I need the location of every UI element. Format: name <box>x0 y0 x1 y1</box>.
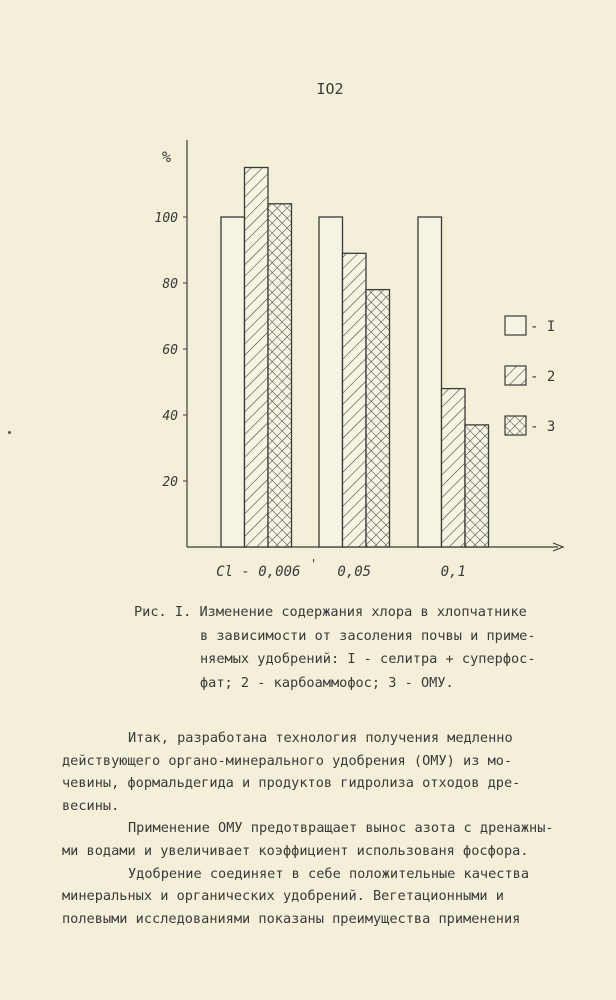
body-line: Применение ОМУ предотвращает вынос азота с дренажны- <box>128 820 554 837</box>
y-axis-label: % <box>162 148 172 166</box>
bar-series-3-2 <box>465 425 489 547</box>
bar-series-2-1 <box>343 253 367 547</box>
legend-swatch-2 <box>505 366 526 385</box>
bar-series-3-1 <box>366 290 390 547</box>
bar-series-I-2 <box>418 217 442 547</box>
legend-swatch-I <box>505 316 526 335</box>
body-line: Удобрение соединяет в себе положительные качества <box>128 865 530 882</box>
body-line: действующего органо-минерального удобрения (ОМУ) из мо- <box>62 752 513 769</box>
y-tick-label: 20 <box>162 475 178 490</box>
bar-series-2-2 <box>442 389 466 547</box>
bar-series-I-0 <box>221 217 245 547</box>
caption-line: фат; 2 - карбоаммофос; 3 - ОМУ. <box>200 674 454 691</box>
bar-series-3-0 <box>268 204 292 547</box>
bar-series-I-1 <box>319 217 343 547</box>
bar-series-2-0 <box>245 168 269 548</box>
y-tick-label: 40 <box>162 409 178 424</box>
x-tick-label: Cl - 0,006 <box>216 564 301 580</box>
body-line: весины. <box>62 797 120 814</box>
chart-legend <box>505 316 555 435</box>
y-tick-label: 100 <box>154 211 178 226</box>
body-line: Итак, разработана технология получения медленно <box>128 730 513 746</box>
legend-label-2: - 2 <box>530 369 556 385</box>
figure-caption <box>134 601 594 695</box>
x-tick-label: 0,05 <box>337 564 372 580</box>
caption-line: в зависимости от засоления почвы и приме- <box>200 627 536 644</box>
legend-label-I: - I <box>530 319 556 335</box>
body-line: минеральных и органических удобрений. Вегетационными и <box>62 888 504 905</box>
body-text <box>62 727 602 930</box>
caption-line: Рис. I. Изменение содержания хлора в хлопчатнике <box>134 604 527 620</box>
chart-bars <box>216 168 488 581</box>
y-tick-label: 60 <box>162 343 178 358</box>
legend-swatch-3 <box>505 416 526 435</box>
caption-line: няемых удобрений: I - селитра + суперфос- <box>200 651 536 667</box>
scan-speck <box>8 431 11 434</box>
body-line: полевыми исследованиями показаны преимущества применения <box>62 910 521 927</box>
x-tick-mark: ' <box>310 557 318 571</box>
y-tick-label: 80 <box>162 277 178 292</box>
body-line: ми водами и увеличивает коэффициент использованя фосфора. <box>62 842 529 859</box>
page-number: IO2 <box>316 80 344 98</box>
body-line: чевины, формальдегида и продуктов гидролиза отходов дре- <box>62 775 521 792</box>
x-tick-label: 0,1 <box>440 564 466 580</box>
legend-label-3: - 3 <box>530 419 556 435</box>
